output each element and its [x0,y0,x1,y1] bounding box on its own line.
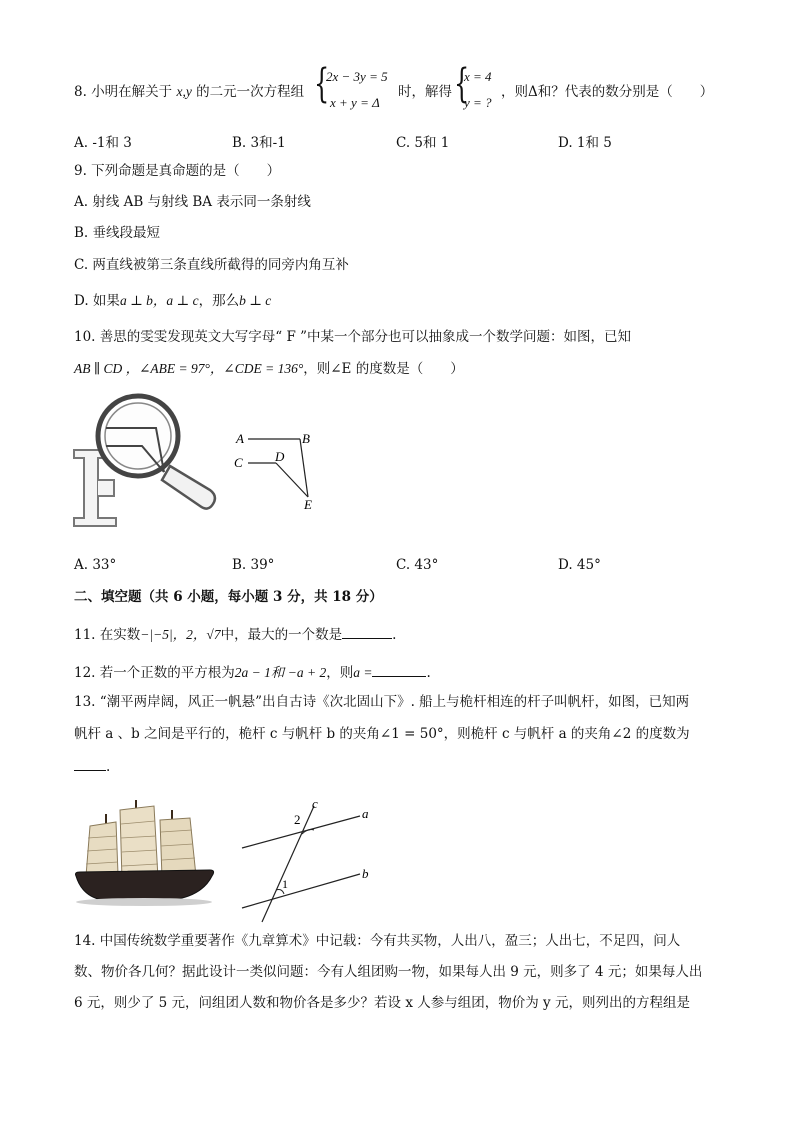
q8-system2-line1: x = 4 [464,69,492,84]
q8-system1-brace: { [314,61,330,107]
q10-math: AB ∥ CD ，∠ABE = 97°，∠CDE = 136° [74,361,304,376]
q9-d-suffix: ，那么 [198,293,240,309]
label-line-c: c [312,796,318,811]
q13-answer-blank[interactable] [74,756,106,771]
ship-shadow [76,898,212,906]
q9-option-a[interactable]: A. 射线 AB 与射线 BA 表示同一条射线 [74,194,311,210]
q13-line1: 13. “潮平两岸阔，风正一帆悬”出自古诗《次北固山下》. 船上与桅杆相连的杆子叫帆杆，如图，已知两 [74,694,690,710]
line-a [242,816,360,848]
segment-de [276,463,308,497]
q10-line2 [74,360,464,378]
q8-option-c[interactable]: C. 5和 1 [396,135,450,151]
q8-option-b[interactable]: B. 3和-1 [232,135,286,151]
q10-option-c[interactable]: C. 43° [396,557,439,573]
q12-end: . [426,665,431,681]
label-b: B [302,431,310,446]
line-c [262,806,314,922]
q9-option-d[interactable] [74,292,271,310]
q8-option-d[interactable]: D. 1和 5 [558,135,612,151]
line-b [242,874,360,908]
q10-line1: 10. 善思的雯雯发现英文大写字母“ F ”中某一个部分也可以抽象成一个数学问题：如图，已知 [74,329,632,345]
q9-option-c[interactable]: C. 两直线被第三条直线所截得的同旁内角互补 [74,257,349,273]
q8-suffix: ，则Δ和？代表的数分别是（ ） [501,84,714,100]
q11 [74,624,396,644]
letter-f-magnifier-image [70,388,220,528]
q8-system2-line2: y = ? [464,95,492,110]
magnifier-handle [162,466,215,509]
q8-when: 时，解得 [398,84,452,100]
label-angle-1: 1 [282,877,288,891]
q9-d-math: a ⊥ b，a ⊥ c [119,293,199,308]
label-line-b: b [362,866,369,881]
q8-system1-line1: 2x − 3y = 5 [326,69,388,84]
q8-option-a[interactable]: A. -1和 3 [74,135,132,151]
q9-d-end: b ⊥ c [239,293,272,308]
label-d: D [275,449,285,464]
q10-option-d[interactable]: D. 45° [558,557,601,573]
q11-answer-blank[interactable] [342,624,392,639]
section-2-heading: 二、填空题（共 6 小题，每小题 3 分，共 18 分） [74,589,383,605]
segment-be [300,439,308,497]
q10-geometry-figure [228,425,328,515]
q11-suffix: 中，最大的一个数是 [220,627,343,643]
sail-3 [160,818,196,878]
q14-line1: 14. 中国传统数学重要著作《九章算术》中记载：今有共买物，人出八，盈三；人出七，不足四，问人 [74,933,681,949]
ship-hull [76,870,214,900]
q13-end: . [106,759,111,775]
q8-stem [74,83,304,101]
q12-var: a = [353,665,373,680]
label-a: A [236,431,244,446]
label-e: E [304,497,312,512]
q9-option-b[interactable]: B. 垂线段最短 [74,225,161,241]
q13-line3 [74,756,110,776]
q10-suffix: ，则∠E 的度数是（ ） [303,361,464,377]
q12-answer-blank[interactable] [372,662,426,677]
q11-prefix: 11. 在实数 [74,627,141,643]
q12-suffix: ，则 [326,665,354,681]
q13-line2: 帆杆 a 、b 之间是平行的，桅杆 c 与帆杆 b 的夹角∠1 = 50°，则桅杆 c 与帆杆 a 的夹角∠2 的度数为 [74,726,690,742]
q8-vars: x,y [176,84,192,99]
q10-option-a[interactable]: A. 33° [74,557,117,573]
label-angle-2: 2 [294,812,301,827]
label-line-a: a [362,806,369,821]
q14-line2: 数、物价各几何？据此设计一类似问题：今有人组团购一物，如果每人出 9 元，则多了 4 元；如果每人出 [74,964,703,980]
q11-math: −|−5|，2，√7 [140,627,221,642]
q14-line3: 6 元，则少了 5 元，问组团人数和物价各是多少？若设 x 人参与组团，物价为 y 元，则列出的方程组是 [74,995,690,1011]
sailing-ship-image [72,796,218,908]
q11-end: . [392,627,397,643]
q8-prefix: 小明在解关于 [91,84,173,100]
sail-2 [120,806,158,880]
q8-system2-brace: { [454,61,470,107]
q12-math: 2a − 1和 −a + 2 [234,665,327,680]
q12-prefix: 12. 若一个正数的平方根为 [74,665,235,681]
q8-system1-line2: x + y = Δ [330,95,380,110]
q8-number: 8. [74,84,87,100]
label-c: C [234,455,243,470]
q13-geometry-figure [236,796,386,924]
q9-stem: 9. 下列命题是真命题的是（ ） [74,163,281,179]
q10-option-b[interactable]: B. 39° [232,557,275,573]
q8-middle: 的二元一次方程组 [196,84,305,100]
q12 [74,662,431,682]
q9-d-prefix: D. 如果 [74,293,120,309]
letter-f-arm [98,480,114,496]
